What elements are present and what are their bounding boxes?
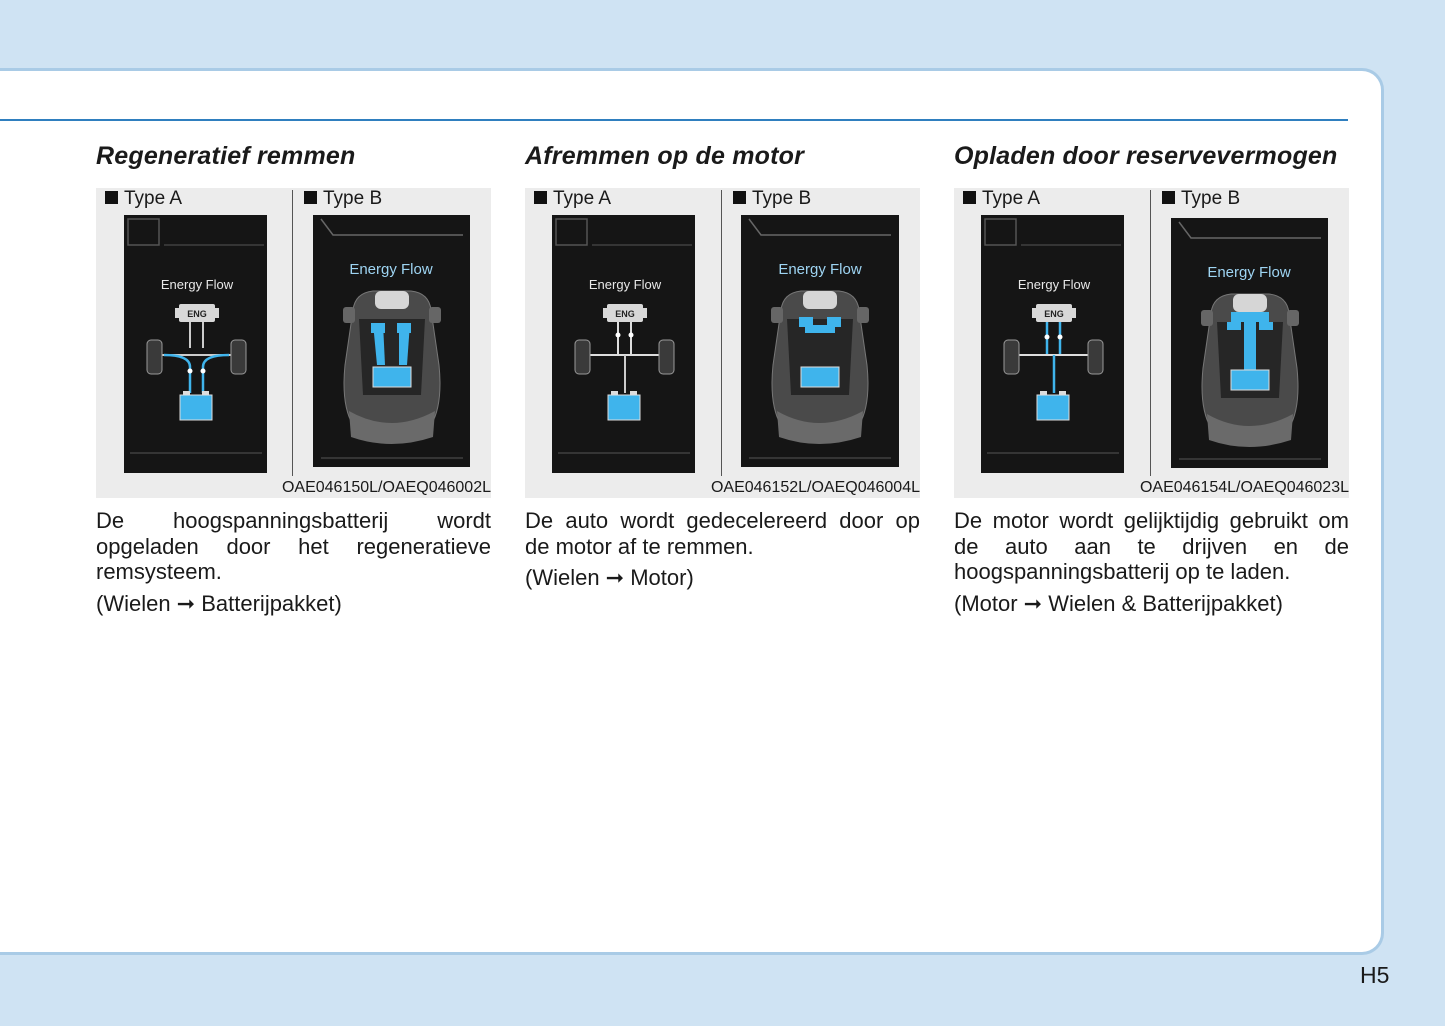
type-b-label: Type B [733, 188, 811, 210]
battery-icon [1231, 370, 1269, 390]
type-b-screen [1171, 218, 1328, 468]
battery-icon [1037, 395, 1069, 420]
energy-flow-diagram-a [981, 215, 1124, 473]
type-a-label: Type A [963, 188, 1040, 210]
body-text: De motor wordt gelijktijdig gebruikt om de auto aan te drijven en de hoogspanningsbatterij op te laden. [954, 508, 1349, 584]
flow-text: (Wielen ➞ Batterijpakket) [96, 590, 342, 616]
type-a-label: Type A [105, 188, 182, 210]
energy-flow-diagram-a [552, 215, 695, 473]
energy-flow-car-b [741, 215, 899, 467]
battery-icon [608, 395, 640, 420]
left-wheel-icon [147, 340, 162, 374]
type-b-label: Type B [304, 188, 382, 210]
energy-flow-label: Energy Flow [778, 261, 862, 278]
battery-icon [180, 395, 212, 420]
left-wheel-icon [575, 340, 590, 374]
flow-text: (Motor ➞ Wielen & Batterijpakket) [954, 590, 1283, 616]
figure-code: OAE046150L/OAEQ046002L [281, 479, 491, 496]
energy-flow-label: Energy Flow [160, 277, 234, 292]
type-b-screen [313, 215, 470, 467]
right-wheel-icon [659, 340, 674, 374]
type-a-label: Type A [534, 188, 611, 210]
type-a-screen [124, 215, 267, 473]
figure-code: OAE046152L/OAEQ046004L [710, 479, 920, 496]
svg-text:ENG: ENG [187, 309, 207, 319]
energy-flow-car-b [1171, 218, 1328, 468]
figure [96, 188, 491, 498]
page-number: H5 [1360, 962, 1390, 988]
section-title: Afremmen op de motor [525, 142, 805, 170]
type-b-screen [741, 215, 899, 467]
body-text: De auto wordt gedecelereerd door op de motor af te remmen. [525, 508, 920, 559]
energy-flow-label: Energy Flow [1207, 264, 1291, 281]
left-wheel-icon [1004, 340, 1019, 374]
type-a-screen [552, 215, 695, 473]
figure-code: OAE046154L/OAEQ046023L [1139, 479, 1349, 496]
svg-text:ENG: ENG [1044, 309, 1064, 319]
section-title: Opladen door reservevermogen [954, 142, 1338, 170]
section-regenerative-braking [96, 140, 491, 616]
body-text: De hoogspanningsbatterij wordt opgeladen door het regeneratieve remsysteem. [96, 508, 491, 584]
energy-flow-label: Energy Flow [349, 261, 433, 278]
battery-icon [801, 367, 839, 387]
flow-text: (Wielen ➞ Motor) [525, 565, 694, 590]
energy-flow-car-b [313, 215, 470, 467]
type-b-label: Type B [1162, 188, 1240, 210]
energy-flow-diagram-a [124, 215, 267, 473]
section-title: Regeneratief remmen [96, 142, 356, 170]
battery-icon [373, 367, 411, 387]
section-engine-braking [525, 140, 920, 590]
right-wheel-icon [231, 340, 246, 374]
engine-icon [603, 304, 647, 322]
section-reserve-charging [954, 140, 1349, 616]
type-a-screen [981, 215, 1124, 473]
header-rule [0, 119, 1348, 121]
energy-flow-label: Energy Flow [588, 277, 662, 292]
engine-icon [175, 304, 219, 322]
right-wheel-icon [1088, 340, 1103, 374]
figure [954, 188, 1349, 498]
figure [525, 188, 920, 498]
energy-flow-label: Energy Flow [1017, 277, 1091, 292]
svg-text:ENG: ENG [615, 309, 635, 319]
engine-icon [1032, 304, 1076, 322]
